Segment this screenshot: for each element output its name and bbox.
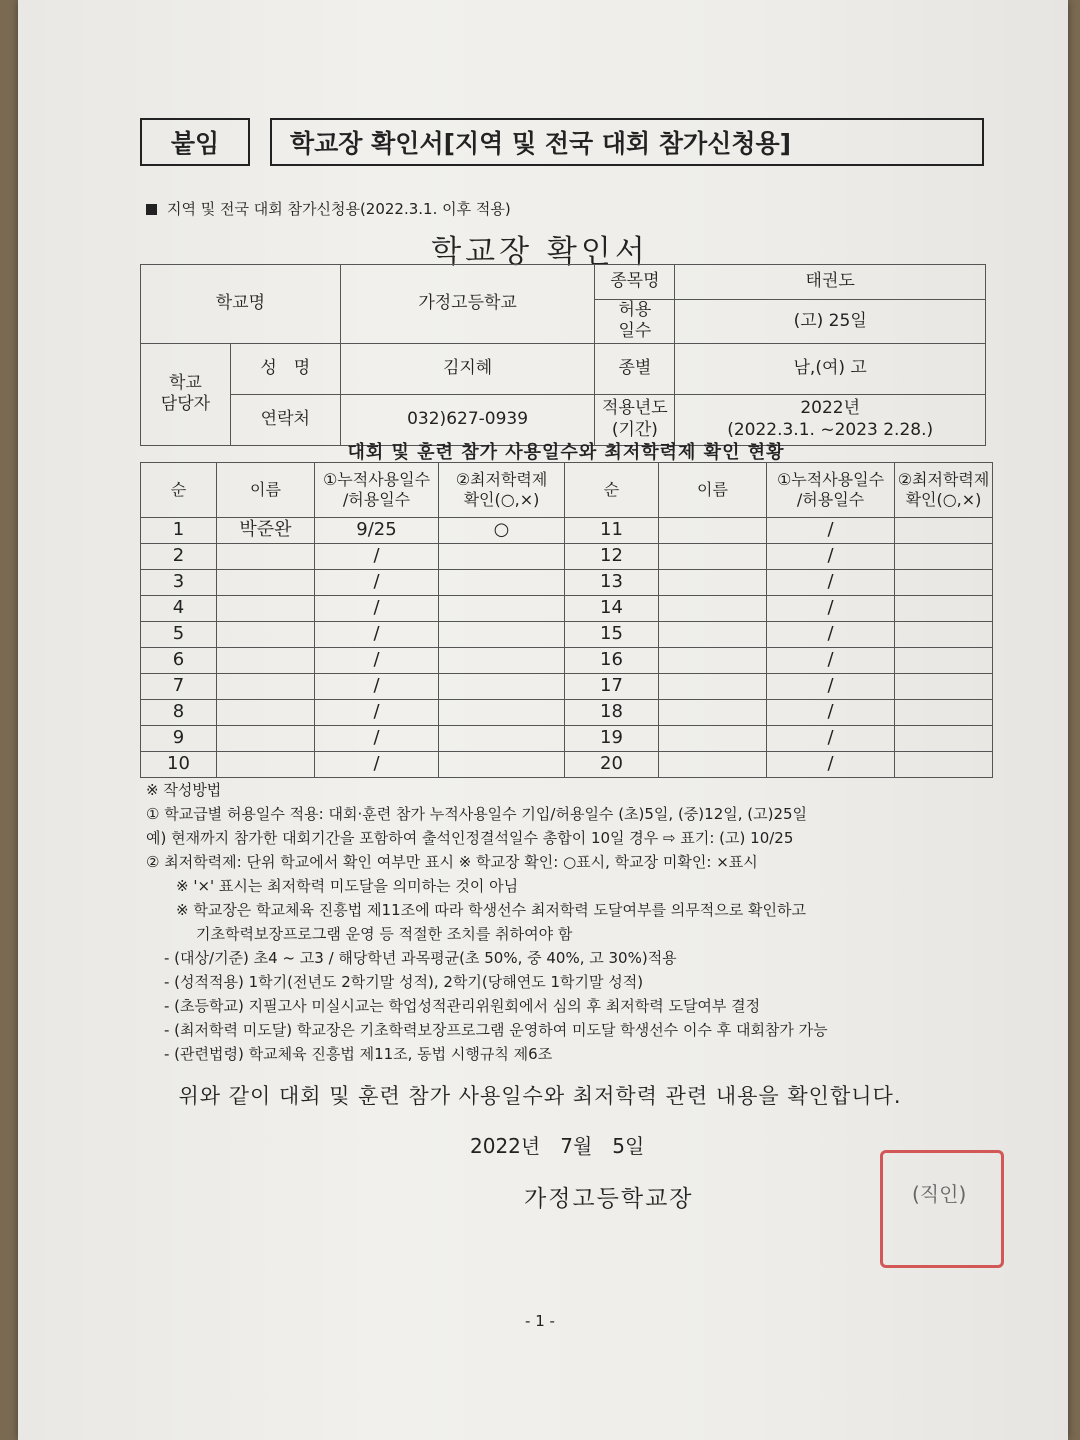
row-days: / bbox=[315, 648, 439, 674]
attachment-title: 학교장 확인서[지역 및 전국 대회 참가신청용] bbox=[270, 118, 984, 166]
row-name bbox=[659, 648, 767, 674]
row-name bbox=[659, 622, 767, 648]
row-check bbox=[439, 544, 565, 570]
row-no: 5 bbox=[141, 622, 217, 648]
detail-3: - (초등학교) 지필고사 미실시교는 학업성적관리위원회에서 심의 후 최저학력 도달여부 결정 bbox=[164, 997, 761, 1015]
detail-5: - (관련법령) 학교체육 진흥법 제11조, 동법 시행규칙 제6조 bbox=[164, 1045, 553, 1063]
row-days: / bbox=[767, 648, 895, 674]
year-value: 2022년 (2022.3.1. ~2023 2.28.) bbox=[675, 394, 986, 445]
row-check bbox=[895, 726, 993, 752]
table-row bbox=[141, 726, 993, 752]
row-no: 6 bbox=[141, 648, 217, 674]
note-2-a: ※ '×' 표시는 최저학력 미도달을 의미하는 것이 아님 bbox=[176, 877, 519, 895]
row-name: 박준완 bbox=[217, 518, 315, 544]
note-1: ① 학교급별 허용일수 적용: 대회·훈련 참가 누적사용일수 기입/허용일수 (초)5일, (중)12일, (고)25일 bbox=[146, 805, 808, 823]
row-check bbox=[895, 648, 993, 674]
gender-value: 남,(여) 고 bbox=[675, 343, 986, 394]
detail-4: - (최저학력 미도달) 학교장은 기초학력보장프로그램 운영하여 미도달 학생선수 이수 후 대회참가 가능 bbox=[164, 1021, 828, 1039]
header-name: 이름 bbox=[659, 463, 767, 518]
row-name bbox=[217, 544, 315, 570]
contact-value: 032)627-0939 bbox=[340, 394, 595, 445]
school-label: 학교명 bbox=[141, 265, 341, 344]
row-name bbox=[217, 596, 315, 622]
year-label: 적용년도 (기간) bbox=[595, 394, 675, 445]
official-seal-icon bbox=[880, 1150, 1004, 1268]
row-check bbox=[439, 674, 565, 700]
header-days: ①누적사용일수 /허용일수 bbox=[315, 463, 439, 518]
row-name bbox=[659, 674, 767, 700]
row-no: 10 bbox=[141, 752, 217, 778]
manager-label: 학교 담당자 bbox=[141, 343, 231, 445]
table-row bbox=[141, 596, 993, 622]
row-days: / bbox=[767, 544, 895, 570]
allowed-label: 허용 일수 bbox=[595, 300, 675, 344]
usage-table bbox=[140, 462, 993, 778]
row-no: 15 bbox=[565, 622, 659, 648]
table-row bbox=[141, 570, 993, 596]
row-days: / bbox=[767, 700, 895, 726]
allowed-value: (고) 25일 bbox=[675, 300, 986, 344]
row-days: / bbox=[767, 518, 895, 544]
header-no: 순 bbox=[565, 463, 659, 518]
row-no: 7 bbox=[141, 674, 217, 700]
row-days: / bbox=[767, 674, 895, 700]
row-check bbox=[439, 648, 565, 674]
sport-label: 종목명 bbox=[595, 265, 675, 300]
row-days: / bbox=[767, 596, 895, 622]
issue-date: 2022년 7월 5일 bbox=[470, 1134, 645, 1158]
info-table bbox=[140, 264, 986, 446]
seal-label: (직인) bbox=[912, 1182, 967, 1206]
row-no: 18 bbox=[565, 700, 659, 726]
row-days: 9/25 bbox=[315, 518, 439, 544]
row-no: 1 bbox=[141, 518, 217, 544]
row-no: 17 bbox=[565, 674, 659, 700]
row-no: 19 bbox=[565, 726, 659, 752]
header-check: ②최저학력제 확인(○,×) bbox=[439, 463, 565, 518]
row-check bbox=[895, 518, 993, 544]
detail-1: - (대상/기준) 초4 ~ 고3 / 해당학년 과목평균(초 50%, 중 40%, 고 30%)적용 bbox=[164, 949, 677, 967]
row-days: / bbox=[315, 674, 439, 700]
table-row bbox=[141, 752, 993, 778]
row-no: 16 bbox=[565, 648, 659, 674]
row-check bbox=[895, 596, 993, 622]
row-name bbox=[217, 700, 315, 726]
row-days: / bbox=[315, 726, 439, 752]
row-name bbox=[659, 752, 767, 778]
note-2-b-cont: 기초학력보장프로그램 운영 등 적절한 조치를 취하여야 함 bbox=[196, 925, 573, 943]
header-check: ②최저학력제 확인(○,×) bbox=[895, 463, 993, 518]
row-no: 20 bbox=[565, 752, 659, 778]
row-name bbox=[217, 752, 315, 778]
school-value: 가정고등학교 bbox=[340, 265, 595, 344]
row-check bbox=[895, 544, 993, 570]
page-number: - 1 - bbox=[525, 1312, 555, 1330]
row-days: / bbox=[315, 570, 439, 596]
table-row bbox=[141, 648, 993, 674]
note-2: ② 최저학력제: 단위 학교에서 확인 여부만 표시 ※ 학교장 확인: ○표시, 학교장 미확인: ×표시 bbox=[146, 853, 758, 871]
row-name bbox=[217, 674, 315, 700]
row-check bbox=[439, 570, 565, 596]
row-days: / bbox=[767, 726, 895, 752]
row-no: 11 bbox=[565, 518, 659, 544]
row-name bbox=[659, 596, 767, 622]
row-name bbox=[217, 622, 315, 648]
section-title: 대회 및 훈련 참가 사용일수와 최저학력제 확인 현황 bbox=[347, 442, 785, 463]
row-no: 14 bbox=[565, 596, 659, 622]
row-no: 9 bbox=[141, 726, 217, 752]
table-row bbox=[141, 544, 993, 570]
row-name bbox=[217, 648, 315, 674]
header-days: ①누적사용일수 /허용일수 bbox=[767, 463, 895, 518]
attachment-tag: 붙임 bbox=[140, 118, 250, 166]
apply-note bbox=[146, 198, 511, 219]
note-2-b: ※ 학교장은 학교체육 진흥법 제11조에 따라 학생선수 최저학력 도달여부를 의무적으로 확인하고 bbox=[176, 901, 806, 919]
row-days: / bbox=[767, 570, 895, 596]
row-name bbox=[659, 726, 767, 752]
doc-title: 학교장 확인서 bbox=[431, 234, 649, 270]
detail-2: - (성적적용) 1학기(전년도 2학기말 성적), 2학기(당해연도 1학기말 성적) bbox=[164, 973, 644, 991]
row-name bbox=[659, 544, 767, 570]
table-row bbox=[141, 700, 993, 726]
row-check bbox=[439, 752, 565, 778]
row-check bbox=[895, 622, 993, 648]
row-check bbox=[895, 674, 993, 700]
row-check bbox=[439, 726, 565, 752]
row-check bbox=[439, 622, 565, 648]
row-check: ○ bbox=[439, 518, 565, 544]
apply-note-text: 지역 및 전국 대회 참가신청용(2022.3.1. 이후 적용) bbox=[167, 200, 511, 218]
notes-heading: ※ 작성방법 bbox=[146, 781, 222, 799]
row-name bbox=[659, 700, 767, 726]
row-check bbox=[895, 570, 993, 596]
contact-label: 연락처 bbox=[230, 394, 340, 445]
row-check bbox=[895, 752, 993, 778]
row-name bbox=[659, 518, 767, 544]
row-check bbox=[439, 700, 565, 726]
row-check bbox=[439, 596, 565, 622]
row-name bbox=[217, 570, 315, 596]
table-row bbox=[141, 518, 993, 544]
row-no: 4 bbox=[141, 596, 217, 622]
name-label: 성 명 bbox=[230, 343, 340, 394]
row-days: / bbox=[767, 622, 895, 648]
header-name: 이름 bbox=[217, 463, 315, 518]
row-no: 12 bbox=[565, 544, 659, 570]
header-no: 순 bbox=[141, 463, 217, 518]
row-days: / bbox=[315, 700, 439, 726]
row-days: / bbox=[315, 622, 439, 648]
table-row bbox=[141, 622, 993, 648]
row-name bbox=[217, 726, 315, 752]
confirm-text: 위와 같이 대회 및 훈련 참가 사용일수와 최저학력 관련 내용을 확인합니다. bbox=[178, 1084, 902, 1108]
row-days: / bbox=[315, 752, 439, 778]
row-days: / bbox=[315, 544, 439, 570]
row-name bbox=[659, 570, 767, 596]
row-no: 3 bbox=[141, 570, 217, 596]
row-no: 8 bbox=[141, 700, 217, 726]
row-no: 13 bbox=[565, 570, 659, 596]
row-days: / bbox=[315, 596, 439, 622]
name-value: 김지혜 bbox=[340, 343, 595, 394]
row-check bbox=[895, 700, 993, 726]
square-bullet-icon bbox=[146, 204, 157, 215]
notes bbox=[146, 778, 1006, 1066]
principal-name: 가정고등학교장 bbox=[524, 1186, 694, 1212]
gender-label: 종별 bbox=[595, 343, 675, 394]
sport-value: 태권도 bbox=[675, 265, 986, 300]
table-row bbox=[141, 674, 993, 700]
row-days: / bbox=[767, 752, 895, 778]
note-1-example: 예) 현재까지 참가한 대회기간을 포함하여 출석인정결석일수 총합이 10일 경우 ⇨ 표기: (고) 10/25 bbox=[146, 829, 794, 847]
row-no: 2 bbox=[141, 544, 217, 570]
